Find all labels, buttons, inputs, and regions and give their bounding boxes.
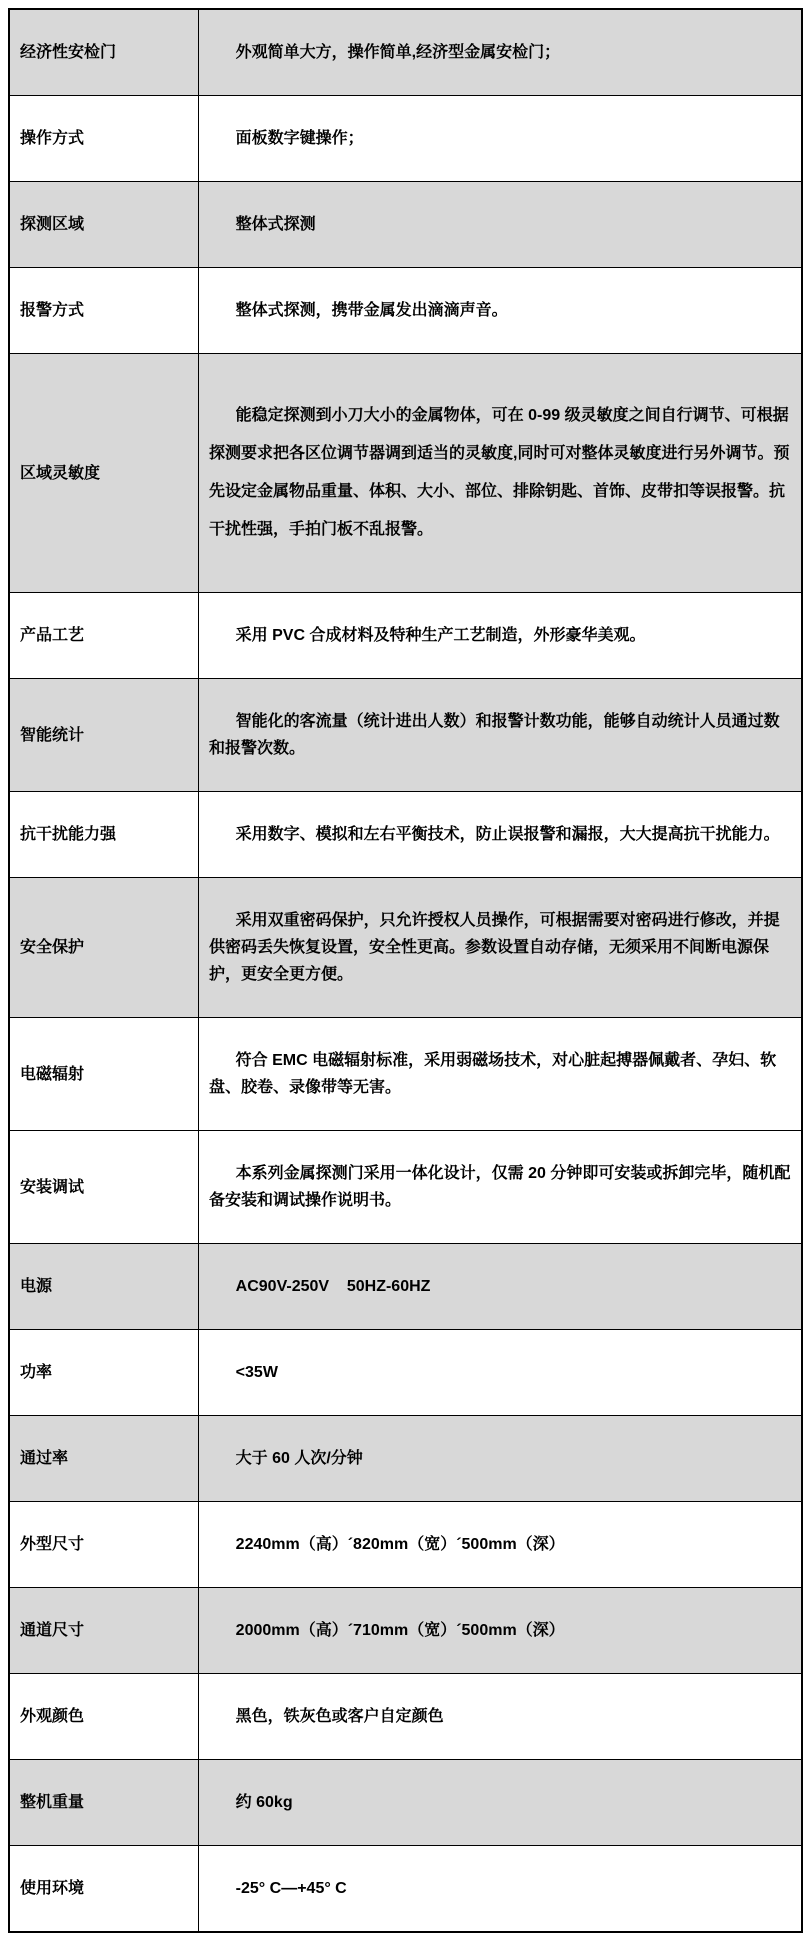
table-row [9,1018,802,1131]
spec-value-cell [199,182,803,268]
spec-label: 使用环境 [20,1880,85,1897]
spec-label: 整机重量 [20,1794,85,1811]
spec-value: 采用双重密码保护，只允许授权人员操作，可根据需要对密码进行修改，并提供密码丢失恢复设置，安全性更高。参数设置自动存储，无须采用不间断电源保护，更安全更方便。 [209,912,780,983]
spec-value-cell [199,354,803,593]
spec-value-cell [199,9,803,96]
spec-label: 电磁辐射 [20,1065,85,1083]
spec-label-cell [9,1588,199,1674]
table-row [9,878,802,1018]
spec-value: AC90V-250V 50HZ-60HZ [235,1278,431,1295]
spec-value-cell [199,1674,803,1760]
spec-value-cell [199,679,803,792]
spec-value-cell [199,792,803,878]
table-row [9,1244,802,1330]
table-row [9,96,802,182]
spec-value: 黑色，铁灰色或客户自定颜色 [235,1708,444,1725]
spec-label: 经济性安检门 [20,44,117,61]
spec-label-cell [9,354,199,593]
spec-table-body [9,9,802,1932]
table-row [9,679,802,792]
spec-value: 能稳定探测到小刀大小的金属物体，可在 0-99 级灵敏度之间自行调节、可根据探测要求把各区位调节器调到适当的灵敏度,同时可对整体灵敏度进行另外调节。预先设定金属物品重量、体积、大小、部位、排除钥匙、首饰、皮带扣等误报警。抗干扰性强，手拍门板不乱报警。 [209,407,790,538]
spec-value: 大于 60 人次/分钟 [235,1450,363,1467]
spec-label: 区域灵敏度 [20,464,101,482]
spec-label-cell [9,878,199,1018]
spec-value: -25° C—+45° C [235,1880,347,1897]
table-row [9,1131,802,1244]
spec-label: 操作方式 [20,130,85,147]
table-row [9,354,802,593]
spec-table [8,8,803,1933]
spec-label: 外观颜色 [20,1708,85,1725]
spec-label: 抗干扰能力强 [20,826,117,843]
spec-label: 外型尺寸 [20,1536,85,1553]
spec-value: 2240mm（高）´820mm（宽）´500mm（深） [235,1536,565,1553]
table-row [9,1330,802,1416]
spec-label: 安装调试 [20,1178,85,1196]
spec-value: 采用数字、模拟和左右平衡技术，防止误报警和漏报，大大提高抗干扰能力。 [235,826,780,843]
spec-label: 功率 [20,1364,53,1381]
spec-value-cell [199,1846,803,1933]
spec-value-cell [199,1018,803,1131]
spec-value-cell [199,1760,803,1846]
table-row [9,9,802,96]
table-row [9,1674,802,1760]
spec-label-cell [9,792,199,878]
spec-label-cell [9,1244,199,1330]
spec-label-cell [9,96,199,182]
table-row [9,593,802,679]
spec-value-cell [199,1588,803,1674]
spec-value-cell [199,268,803,354]
spec-label: 智能统计 [20,726,85,744]
table-row [9,268,802,354]
spec-label: 安全保护 [20,939,85,956]
spec-label-cell [9,1416,199,1502]
spec-value: 整体式探测 [235,216,316,233]
spec-value-cell [199,1330,803,1416]
spec-label-cell [9,1674,199,1760]
table-row [9,792,802,878]
spec-value: 外观简单大方，操作简单,经济型金属安检门； [235,44,561,61]
spec-label-cell [9,1018,199,1131]
spec-value: 面板数字键操作； [235,130,364,147]
spec-label: 通过率 [20,1450,69,1467]
spec-label-cell [9,268,199,354]
spec-label-cell [9,1846,199,1933]
spec-value: 约 60kg [235,1794,293,1811]
table-row [9,1416,802,1502]
spec-value-cell [199,1131,803,1244]
spec-value: <35W [235,1364,278,1381]
spec-label-cell [9,679,199,792]
table-row [9,1846,802,1933]
spec-label: 产品工艺 [20,627,85,644]
table-row [9,1588,802,1674]
spec-label: 探测区域 [20,216,85,233]
spec-value: 智能化的客流量（统计进出人数）和报警计数功能，能够自动统计人员通过数和报警次数。 [209,713,780,757]
spec-value-cell [199,878,803,1018]
spec-value-cell [199,1502,803,1588]
table-row [9,1502,802,1588]
spec-value-cell [199,1244,803,1330]
spec-value: 整体式探测，携带金属发出滴滴声音。 [235,302,508,319]
spec-value: 符合 EMC 电磁辐射标准，采用弱磁场技术，对心脏起搏器佩戴者、孕妇、软盘、胶卷、录像带等无害。 [209,1052,777,1096]
spec-label-cell [9,9,199,96]
spec-label: 电源 [20,1278,53,1295]
spec-value-cell [199,96,803,182]
spec-label: 报警方式 [20,302,85,319]
spec-label-cell [9,1760,199,1846]
spec-label: 通道尺寸 [20,1622,85,1639]
spec-label-cell [9,593,199,679]
spec-label-cell [9,1502,199,1588]
table-row [9,182,802,268]
table-row [9,1760,802,1846]
spec-value-cell [199,1416,803,1502]
spec-label-cell [9,1330,199,1416]
spec-value: 本系列金属探测门采用一体化设计，仅需 20 分钟即可安装或拆卸完毕，随机配备安装和调试操作说明书。 [209,1165,791,1209]
spec-label-cell [9,1131,199,1244]
spec-value-cell [199,593,803,679]
spec-label-cell [9,182,199,268]
spec-value: 2000mm（高）´710mm（宽）´500mm（深） [235,1622,565,1639]
spec-value: 采用 PVC 合成材料及特种生产工艺制造，外形豪华美观。 [235,627,646,644]
